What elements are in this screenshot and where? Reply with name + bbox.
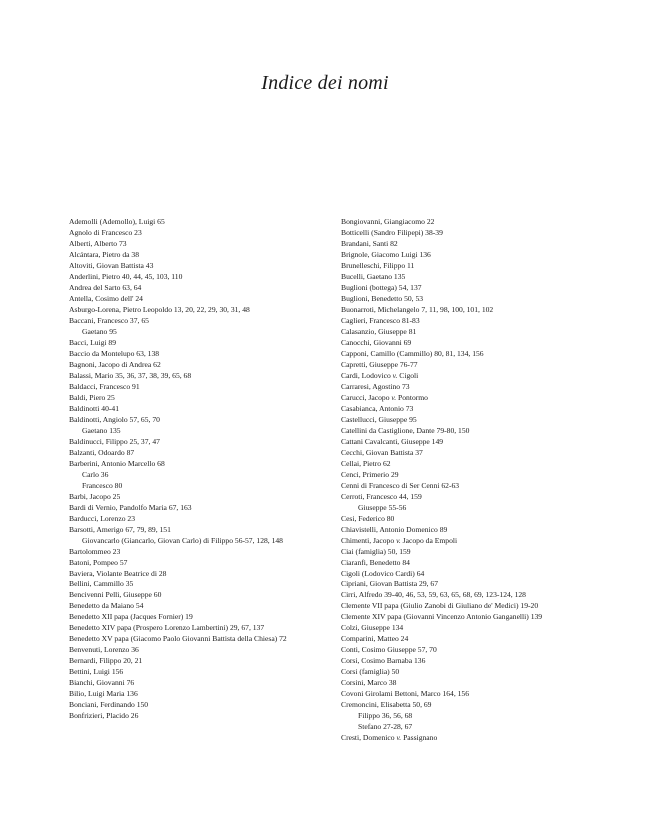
index-entry: Altoviti, Giovan Battista 43	[69, 260, 154, 270]
index-entry: Baldinotti 40-41	[69, 403, 119, 413]
index-entry: Buglioni (bottega) 54, 137	[341, 282, 422, 292]
index-entry: Bellini, Cammillo 35	[69, 579, 134, 589]
index-entry: Bonciani, Ferdinando 150	[69, 700, 149, 710]
index-entry: Anderlini, Pietro 40, 44, 45, 103, 110	[69, 271, 183, 281]
index-entry: Baccani, Francesco 37, 65	[69, 315, 149, 325]
index-entry: Andrea del Sarto 63, 64	[69, 282, 142, 292]
index-entry: Covoni Girolami Bettoni, Marco 164, 156	[341, 689, 470, 699]
index-entry: Cresti, Domenico v. Passignano	[341, 733, 438, 743]
index-entry: Agnolo di Francesco 23	[69, 227, 142, 237]
index-entry: Cardi, Lodovico v. Cigoli	[341, 370, 419, 380]
index-entry: Benedetto XIV papa (Prospero Lorenzo Lambertini) 29, 67, 137	[69, 623, 265, 633]
index-subentry: Giovancarlo (Giancarlo, Giovan Carlo) di Filippo 56-57, 128, 148	[82, 535, 283, 545]
index-entry: Clemente XIV papa (Giovanni Vincenzo Antonio Ganganelli) 139	[341, 612, 543, 622]
index-entry: Bettini, Luigi 156	[69, 667, 124, 677]
index-entry: Cremoncini, Elisabetta 50, 69	[341, 700, 432, 710]
index-entry: Buglioni, Benedetto 50, 53	[341, 293, 424, 303]
index-entry: Capponi, Camillo (Cammillo) 80, 81, 134, 156	[341, 348, 484, 358]
index-entry: Barducci, Lorenzo 23	[69, 513, 135, 523]
index-entry: Bonfrizieri, Placido 26	[69, 711, 139, 721]
index-entry: Benedetto XV papa (Giacomo Paolo Giovanni Battista della Chiesa) 72	[69, 634, 287, 644]
index-entry: Catellini da Castiglione, Dante 79-80, 150	[341, 425, 470, 435]
index-entry: Cerroti, Francesco 44, 159	[341, 491, 422, 501]
index-entry: Brunelleschi, Filippo 11	[341, 260, 415, 270]
index-entry: Ciaranfi, Benedetto 84	[341, 557, 410, 567]
index-column-left	[69, 217, 331, 722]
index-entry: Baldinotti, Angiolo 57, 65, 70	[69, 414, 160, 424]
index-entry: Cirri, Alfredo 39-40, 46, 53, 59, 63, 65, 68, 69, 123-124, 128	[341, 590, 526, 600]
index-entry: Brignole, Giacomo Luigi 136	[341, 249, 431, 259]
index-entry: Colzi, Giuseppe 134	[341, 623, 404, 633]
index-entry: Brandani, Santi 82	[341, 238, 398, 248]
index-entry: Corsi (famiglia) 50	[341, 667, 400, 677]
index-entry: Alcántara, Pietro da 38	[69, 249, 140, 259]
index-entry: Carucci, Jacopo v. Pontormo	[341, 392, 428, 402]
index-entry: Cenni di Francesco di Ser Cenni 62-63	[341, 480, 460, 490]
index-entry: Canocchi, Giovanni 69	[341, 337, 412, 347]
index-entry: Cigoli (Lodovico Cardi) 64	[341, 568, 425, 578]
index-entry: Capretti, Giuseppe 76-77	[341, 359, 418, 369]
index-entry: Bucelli, Gaetano 135	[341, 271, 406, 281]
index-entry: Baldinucci, Filippo 25, 37, 47	[69, 436, 160, 446]
index-entry: Cellai, Pietro 62	[341, 458, 391, 468]
index-entry: Alberti, Alberto 73	[69, 238, 127, 248]
index-subentry: Carlo 36	[82, 469, 109, 479]
index-entry: Cattani Cavalcanti, Giuseppe 149	[341, 436, 444, 446]
index-subentry: Francesco 80	[82, 480, 123, 490]
index-entry: Chiavistelli, Antonio Domenico 89	[341, 524, 448, 534]
index-entry: Bartolommeo 23	[69, 546, 121, 556]
index-subentry: Gaetano 95	[82, 326, 117, 336]
index-entry: Bencivenni Pelli, Giuseppe 60	[69, 590, 162, 600]
index-entry: Cenci, Primerio 29	[341, 469, 399, 479]
index-entry: Balassi, Mario 35, 36, 37, 38, 39, 65, 68	[69, 370, 192, 380]
index-entry: Baldacci, Francesco 91	[69, 381, 140, 391]
index-entry: Barberini, Antonio Marcello 68	[69, 458, 165, 468]
index-entry: Asburgo-Lorena, Pietro Leopoldo 13, 20, 22, 29, 30, 31, 48	[69, 304, 250, 314]
index-subentry: Stefano 27-28, 67	[358, 722, 413, 732]
index-entry: Benedetto da Maiano 54	[69, 601, 144, 611]
index-entry: Balzanti, Odoardo 87	[69, 447, 135, 457]
index-entry: Ademolli (Ademollo), Luigi 65	[69, 217, 165, 226]
index-entry: Bardi di Vernio, Pandolfo Maria 67, 163	[69, 502, 192, 512]
index-entry: Bagnoni, Jacopo di Andrea 62	[69, 359, 161, 369]
index-entry: Barbi, Jacopo 25	[69, 491, 121, 501]
index-entry: Cipriani, Giovan Battista 29, 67	[341, 579, 439, 589]
index-entry: Bilio, Luigi Maria 136	[69, 689, 138, 699]
index-entry: Bacci, Luigi 89	[69, 337, 117, 347]
index-entry: Corsini, Marco 38	[341, 678, 397, 688]
index-entry: Castellucci, Giuseppe 95	[341, 414, 417, 424]
index-entry: Buonarroti, Michelangelo 7, 11, 98, 100, 101, 102	[341, 304, 494, 314]
index-entry: Antella, Cosimo dell' 24	[69, 293, 143, 303]
index-entry: Ciai (famiglia) 50, 159	[341, 546, 411, 556]
index-entry: Calasanzio, Giuseppe 81	[341, 326, 417, 336]
index-entry: Clemente VII papa (Giulio Zanobi di Giuliano de' Medici) 19-20	[341, 601, 539, 611]
index-entry: Bernardi, Filippo 20, 21	[69, 656, 143, 666]
index-entry: Baviera, Violante Beatrice di 28	[69, 568, 167, 578]
index-entry: Botticelli (Sandro Filipepi) 38-39	[341, 227, 443, 237]
index-entry: Bongiovanni, Giangiacomo 22	[341, 217, 435, 226]
index-entry: Barsotti, Amerigo 67, 79, 89, 151	[69, 524, 171, 534]
index-entry: Conti, Cosimo Giuseppe 57, 70	[341, 645, 437, 655]
index-entry: Cesi, Federico 80	[341, 513, 395, 523]
index-entry: Benedetto XII papa (Jacques Fornier) 19	[69, 612, 193, 622]
index-column-right	[341, 217, 603, 744]
index-entry: Comparini, Matteo 24	[341, 634, 409, 644]
index-entry: Baldi, Piero 25	[69, 392, 115, 402]
page-title: Indice dei nomi	[261, 72, 389, 94]
index-entry: Benvenuti, Lorenzo 36	[69, 645, 139, 655]
index-entry: Baccio da Montelupo 63, 138	[69, 348, 160, 358]
index-entry: Casabianca, Antonio 73	[341, 403, 414, 413]
index-entry: Bianchi, Giovanni 76	[69, 678, 135, 688]
index-entry: Batoni, Pompeo 57	[69, 557, 128, 567]
index-subentry: Giuseppe 55-56	[358, 502, 407, 512]
index-entry: Corsi, Cosimo Barnaba 136	[341, 656, 426, 666]
index-entry: Caglieri, Francesco 81-83	[341, 315, 420, 325]
index-entry: Cecchi, Giovan Battista 37	[341, 447, 423, 457]
index-entry: Carraresi, Agostino 73	[341, 381, 410, 391]
index-subentry: Filippo 36, 56, 68	[358, 711, 413, 721]
index-subentry: Gaetano 135	[82, 425, 121, 435]
index-entry: Chimenti, Jacopo v. Jacopo da Empoli	[341, 535, 458, 545]
